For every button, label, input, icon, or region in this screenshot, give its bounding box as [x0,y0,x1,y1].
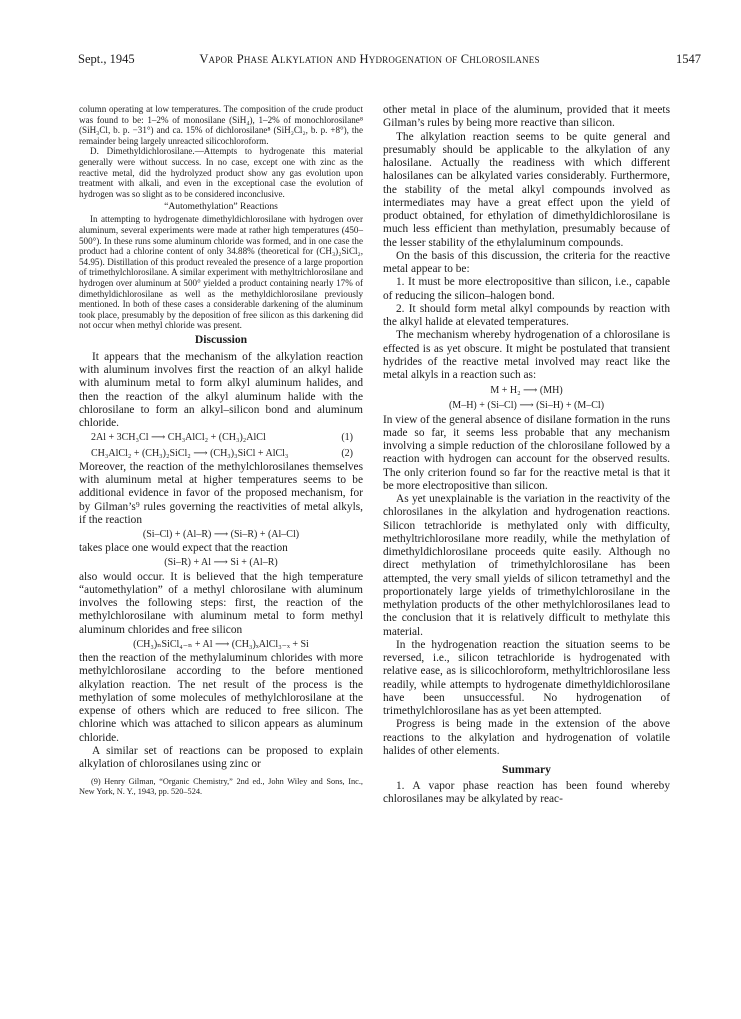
header-page-number: 1547 [676,52,701,66]
heading-automethylation: “Automethylation” Reactions [164,201,278,213]
paragraph-criterion-2: 2. It should form metal alkyl compounds by reaction with the alkyl halide at elevated temperatures. [383,302,670,328]
equation-hydride-exchange: (M–H) + (Si–Cl) ⟶ (Si–H) + (M–Cl) [448,400,605,412]
paragraph-takes-place: takes place one would expect that the reaction [79,542,288,555]
paragraph-progress: Progress is being made in the extension of the above reactions to the alkylation and hydrogenation of volatile halides of other elements. [383,718,670,757]
paragraph-net-result: then the reaction of the methylaluminum chlorides with more methylchlorosilane according to the before mentioned alkylation reaction. The net result of the process is the methylation of some molecules of methylchlorosilane at the expense of others which are reduced to free silicon. The chlorine which was attached to silicon appears as aluminum chloride. [79,652,363,744]
equation-si-cl-exchange: (Si–Cl) + (Al–R) ⟶ (Si–R) + (Al–Cl) [142,529,300,541]
paragraph-disilane-absence: In view of the general absence of disilane formation in the runs made so far, it seems less probable that any mechanism involving a simple reduction of the chlorosilane followed by a reaction with hydrogen can account for the observed results. The only criterion found so far for the reactive metal is that it be more electropositive than silicon. [383,413,670,492]
right-column [383,104,670,807]
paragraph-hydrogenation-reversed: In the hydrogenation reaction the situation seems to be reversed, i.e., silicon tetrachloride is hydrogenated with relative ease, as is silicochloroform, methyltrichlorosilane less readily, while attempts to hydrogenate dimethyldichlorosilane have been unsuccessful. No hydrogenation of trimethylchlorosilane has as yet been attempted. [383,638,670,718]
paragraph-criterion-1: 1. It must be more electropositive than silicon, i.e., capable of reducing the silicon–halogen bond. [383,276,670,302]
paragraph-other-metal: other metal in place of the aluminum, provided that it meets Gilman’s rules by being more reactive than silicon. [383,104,670,130]
equation-2-text: CH₃AlCl₂ + (CH₃)₂SiCl₂ ⟶ (CH₃)₃SiCl + AlCl₃ [91,447,289,459]
paragraph-crude-product: column operating at low temperatures. The composition of the crude product was found to be: 1–2% of monosilane (SiH₄), 1–2% of monochlorosilane⁸ (SiH₃Cl, b. p. −31°) and ca. 15% of dichlorosilane⁸ (SiH₂Cl₂, b. p. +8°), the remainder being largely unreacted silicochloroform. [79,104,363,146]
paragraph-alkylation-general: The alkylation reaction seems to be quite general and presumably should be applicable to the alkylation of any halosilane. Actually the readiness with which different halosilanes can be alkylated varies considerably. Furthermore, the stability of the metal alkyl compounds involved as intermediates may have a great effect upon the yield of product obtained, for ethylation of dimethyldichlorosilane is much less efficient than methylation, presumably because of the lesser stability of the ethylaluminum compounds. [383,130,670,249]
paragraph-automethylation-steps: also would occur. It is believed that the high temperature “automethylation” of a methyl chlorosilane with aluminum involves the following steps: first, the reaction of the methylchlorosilane with aluminum metal to form methyl aluminum chlorides and free silicon [79,570,363,636]
running-header [38,52,701,68]
paragraph-reactivity-variation: As yet unexplainable is the variation in the reactivity of the chlorosilanes in the alkylation and hydrogenation reactions. Silicon tetrachloride is methylated only with difficulty, methyltrichlorosilane more readily, while the methylation of dimethyldichlorosilane proceeds quite easily. Although no direct methylation of trimethylchlorosilane has been attempted, the very small yields of silicon tetramethyl and the proportionately large yields of trimethylchlorosilane in the methylation products of the other methylchlorosilanes lead to the conclusion that it is relatively difficult to methylate this material. [383,493,670,638]
equation-2 [79,446,363,461]
paragraph-gilman-rules: Moreover, the reaction of the methylchlorosilanes themselves with aluminum metal at higher temperatures seems to be additional evidence in favor of the proposed mechanism, for by Gilman’s⁹ rules governing the reactivities of metal alkyls, if the reaction [79,460,363,526]
paragraph-zinc-alkylation: A similar set of reactions can be proposed to explain alkylation of chlorosilanes using zinc or [79,744,363,771]
equation-metal-hydride: M + H₂ ⟶ (MH) [490,385,563,397]
equation-1-number: (1) [341,432,353,444]
paragraph-summary-1: 1. A vapor phase reaction has been found whereby chlorosilanes may be alkylated by reac- [383,780,670,806]
equation-methylchlorosilane-aluminum: (CH₃)ₙSiCl₄₋ₙ + Al ⟶ (CH₃)ₓAlCl₃₋ₓ + Si [133,638,309,650]
heading-summary: Summary [502,763,551,777]
header-title: Vapor Phase Alkylation and Hydrogenation of Chlorosilanes [199,52,540,66]
equation-1 [79,430,363,445]
paragraph-dimethyldichlorosilane: D. Dimethyldichlorosilane.—Attempts to hydrogenate this material generally were without success. In no case, except one with zinc as the reactive metal, did the hydrolyzed product show any gas evolution upon treatment with alkali, and even in the exceptional case the evolution of hydrogen was so slight as to be considered inconclusive. [79,146,363,199]
left-column [79,104,363,797]
paragraph-criteria-intro: On the basis of this discussion, the criteria for the reactive metal appear to be: [383,249,670,275]
paragraph-discussion-mechanism: It appears that the mechanism of the alkylation reaction with aluminum involves first the reaction of an alkyl halide with aluminum metal to form alkyl aluminum halides, and then the reaction of the alkyl aluminum halide with the chlorosilane to form an alkyl–silicon bond and aluminum chloride. [79,350,363,430]
equation-si-r-reduction: (Si–R) + Al ⟶ Si + (Al–R) [164,557,278,569]
heading-discussion: Discussion [194,332,248,346]
footnote-9: (9) Henry Gilman, “Organic Chemistry,” 2nd ed., John Wiley and Sons, Inc., New York, N. Y., 1943, pp. 520–524. [79,777,363,797]
paragraph-automethylation: In attempting to hydrogenate dimethyldichlorosilane with hydrogen over aluminum, several experiments were made at rather high temperatures (450–500°). In these runs some aluminum chloride was formed, and in one case the product had a chlorine content of only 34.88% (theoretical for (CH₃)₂SiCl₂, 54.95). Distillation of this product revealed the presence of a large proportion of trimethylchlorosilane. A similar experiment with methyltrichlorosilane and hydrogen over aluminum at 500° yielded a product containing nearly 17% of dimethyldichlorosilane as well as the methyldichlorosilane previously mentioned. In both of these cases a considerable darkening of the aluminum took place, presumably by the deposition of free silicon as this darkening did not occur when methyl chloride was present. [79,214,363,331]
paragraph-hydrogenation-mechanism: The mechanism whereby hydrogenation of a chlorosilane is effected is as yet obscure. It might be postulated that transient hydrides of the reactive metal involved may react like the metal alkyls in a reaction such as: [383,329,670,381]
equation-1-text: 2Al + 3CH₃Cl ⟶ CH₃AlCl₂ + (CH₃)₂AlCl [91,432,266,444]
equation-2-number: (2) [341,447,353,459]
header-date: Sept., 1945 [78,52,135,66]
